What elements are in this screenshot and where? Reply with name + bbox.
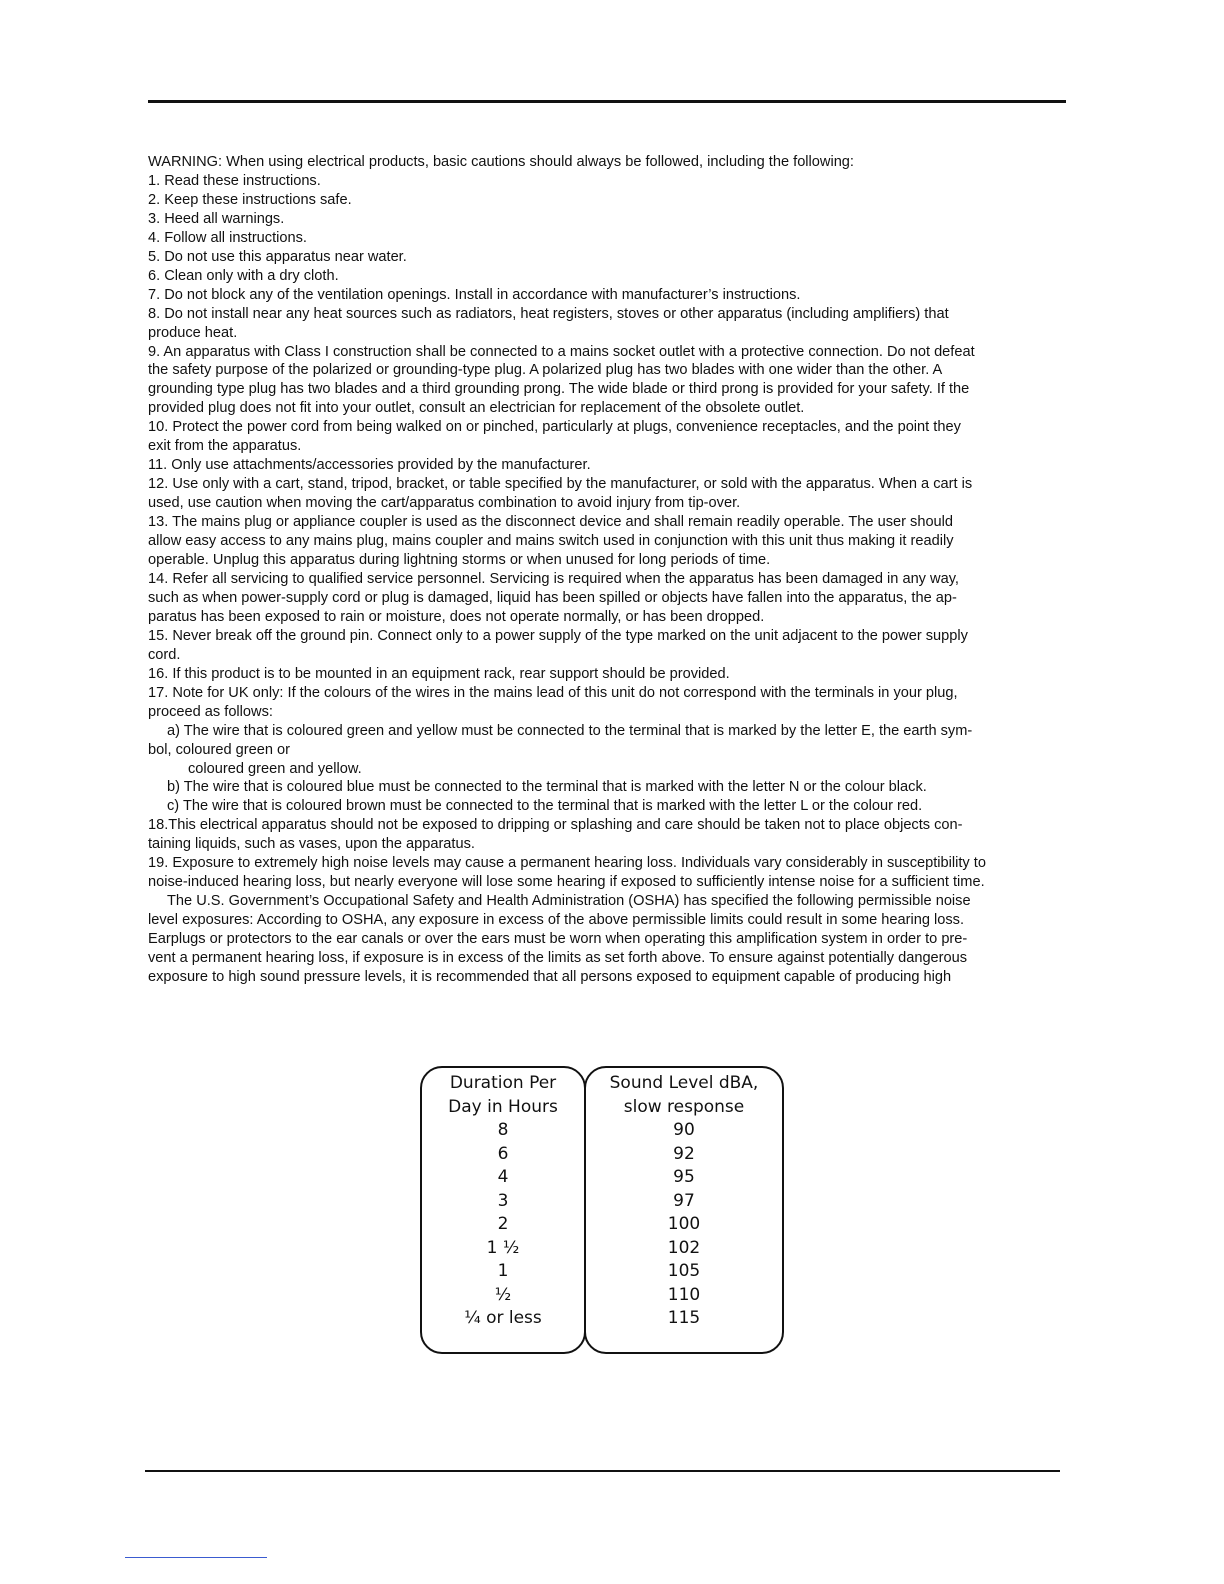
text-line: provided plug does not fit into your outlet, consult an electrician for replacement of the obsolete outlet. bbox=[148, 400, 805, 417]
osha-noise-table bbox=[420, 1066, 786, 1358]
text-line: such as when power-supply cord or plug is damaged, liquid has been spilled or objects have fallen into the apparatus, the ap- bbox=[148, 589, 957, 606]
top-rule bbox=[148, 100, 1066, 103]
bottom-rule bbox=[145, 1470, 1060, 1472]
text-line: operable. Unplug this apparatus during lightning storms or when unused for long periods of time. bbox=[148, 552, 771, 569]
sound-level-cell: 100 bbox=[667, 1214, 701, 1234]
text-line: cord. bbox=[148, 646, 181, 663]
sound-level-cell: 102 bbox=[667, 1237, 701, 1258]
text-line: 12. Use only with a cart, stand, tripod, bracket, or table specified by the manufacturer, or sold with the apparatus. When a cart is bbox=[148, 476, 973, 493]
text-line: bol, coloured green or bbox=[148, 741, 290, 758]
text-line: 17. Note for UK only: If the colours of the wires in the mains lead of this unit do not correspond with the terminals in your plug, bbox=[148, 684, 958, 701]
text-line: vent a permanent hearing loss, if exposure is in excess of the limits as set forth above. To ensure against potentially dangerous bbox=[148, 950, 968, 967]
text-line: coloured green and yellow. bbox=[188, 760, 362, 777]
text-line: 9. An apparatus with Class I construction shall be connected to a mains socket outlet with a protective connection. Do not defeat bbox=[148, 343, 975, 360]
text-line: allow easy access to any mains plug, mains coupler and mains switch used in conjunction with this unit thus making it readily bbox=[148, 533, 954, 550]
sound-level-column bbox=[584, 1066, 784, 1354]
text-line: 3. Heed all warnings. bbox=[148, 210, 285, 227]
duration-column bbox=[420, 1066, 586, 1354]
sound-level-cell: 90 bbox=[673, 1120, 695, 1140]
sound-level-header: Sound Level dBA, bbox=[609, 1073, 759, 1093]
sound-level-header: slow response bbox=[623, 1096, 745, 1117]
text-line: WARNING: When using electrical products, basic cautions should always be followed, including the following: bbox=[148, 154, 854, 170]
duration-cell: 4 bbox=[497, 1167, 509, 1187]
text-line: The U.S. Government’s Occupational Safety and Health Administration (OSHA) has specified the following permissible noise bbox=[167, 893, 971, 910]
duration-cell: 1 ½ bbox=[486, 1237, 520, 1258]
text-line: exposure to high sound pressure levels, it is recommended that all persons exposed to equipment capable of producing high bbox=[148, 968, 952, 985]
text-line: 8. Do not install near any heat sources such as radiators, heat registers, stoves or other apparatus (including amplifiers) that bbox=[148, 305, 949, 322]
text-line: 13. The mains plug or appliance coupler is used as the disconnect device and shall remain readily operable. The user should bbox=[148, 514, 954, 531]
sound-level-cell: 95 bbox=[673, 1167, 695, 1187]
text-line: used, use caution when moving the cart/apparatus combination to avoid injury from tip-over. bbox=[148, 495, 741, 512]
duration-cell: 8 bbox=[497, 1120, 509, 1140]
sound-level-cell: 110 bbox=[667, 1284, 701, 1305]
sound-level-cell: 97 bbox=[673, 1190, 695, 1211]
duration-cell: ½ bbox=[494, 1284, 512, 1305]
text-line: 7. Do not block any of the ventilation openings. Install in accordance with manufacturer’s instructions. bbox=[148, 286, 801, 303]
duration-cell: 3 bbox=[497, 1190, 509, 1211]
text-line: 19. Exposure to extremely high noise levels may cause a permanent hearing loss. Individuals vary considerably in susceptibility to bbox=[148, 855, 986, 872]
text-line: 18.This electrical apparatus should not be exposed to dripping or splashing and care should be taken not to place objects con- bbox=[148, 817, 963, 834]
sound-level-cell: 105 bbox=[667, 1261, 701, 1281]
text-line: 16. If this product is to be mounted in an equipment rack, rear support should be provided. bbox=[148, 665, 730, 682]
duration-header: Duration Per bbox=[449, 1073, 557, 1093]
sound-level-cell: 115 bbox=[667, 1308, 701, 1328]
duration-cell: 2 bbox=[497, 1214, 509, 1234]
text-line: 5. Do not use this apparatus near water. bbox=[148, 248, 407, 265]
text-line: level exposures: According to OSHA, any exposure in excess of the above permissible limits could result in some hearing loss. bbox=[148, 912, 965, 929]
text-line: Earplugs or protectors to the ear canals or over the ears must be worn when operating this amplification system in order to pre- bbox=[148, 931, 968, 948]
text-line: 4. Follow all instructions. bbox=[148, 229, 307, 246]
text-line: noise-induced hearing loss, but nearly everyone will lose some hearing if exposed to sufficiently intense noise for a sufficient time. bbox=[148, 874, 985, 891]
warning-text bbox=[148, 153, 1068, 987]
text-line: the safety purpose of the polarized or grounding-type plug. A polarized plug has two blades with one wider than the other. A bbox=[148, 362, 943, 379]
duration-cell: ¼ or less bbox=[464, 1308, 542, 1328]
text-line: exit from the apparatus. bbox=[148, 438, 302, 455]
text-line: 11. Only use attachments/accessories provided by the manufacturer. bbox=[148, 457, 591, 474]
text-line: c) The wire that is coloured brown must be connected to the terminal that is marked with the letter L or the colour red. bbox=[167, 798, 923, 815]
text-line: paratus has been exposed to rain or moisture, does not operate normally, or has been dropped. bbox=[148, 608, 765, 625]
text-line: 10. Protect the power cord from being walked on or pinched, particularly at plugs, convenience receptacles, and the point they bbox=[148, 419, 961, 436]
duration-header: Day in Hours bbox=[448, 1096, 558, 1117]
text-line: grounding type plug has two blades and a third grounding prong. The wide blade or third prong is provided for your safety. If the bbox=[148, 381, 970, 398]
text-line: 2. Keep these instructions safe. bbox=[148, 191, 352, 208]
text-line: a) The wire that is coloured green and yellow must be connected to the terminal that is marked by the letter E, the earth sym- bbox=[167, 722, 973, 739]
text-line: 1. Read these instructions. bbox=[148, 172, 321, 189]
text-line: produce heat. bbox=[148, 324, 238, 341]
text-line: 15. Never break off the ground pin. Connect only to a power supply of the type marked on the unit adjacent to the power supply bbox=[148, 627, 968, 644]
sound-level-cell: 92 bbox=[673, 1143, 695, 1164]
footer-link-underline bbox=[125, 1557, 267, 1558]
duration-cell: 6 bbox=[497, 1143, 509, 1164]
text-line: taining liquids, such as vases, upon the apparatus. bbox=[148, 836, 475, 853]
text-line: b) The wire that is coloured blue must be connected to the terminal that is marked with the letter N or the colour black. bbox=[167, 779, 927, 796]
text-line: 6. Clean only with a dry cloth. bbox=[148, 267, 339, 284]
text-line: 14. Refer all servicing to qualified service personnel. Servicing is required when the apparatus has been damaged in any way, bbox=[148, 570, 959, 587]
duration-cell: 1 bbox=[497, 1261, 509, 1281]
text-line: proceed as follows: bbox=[148, 703, 273, 720]
